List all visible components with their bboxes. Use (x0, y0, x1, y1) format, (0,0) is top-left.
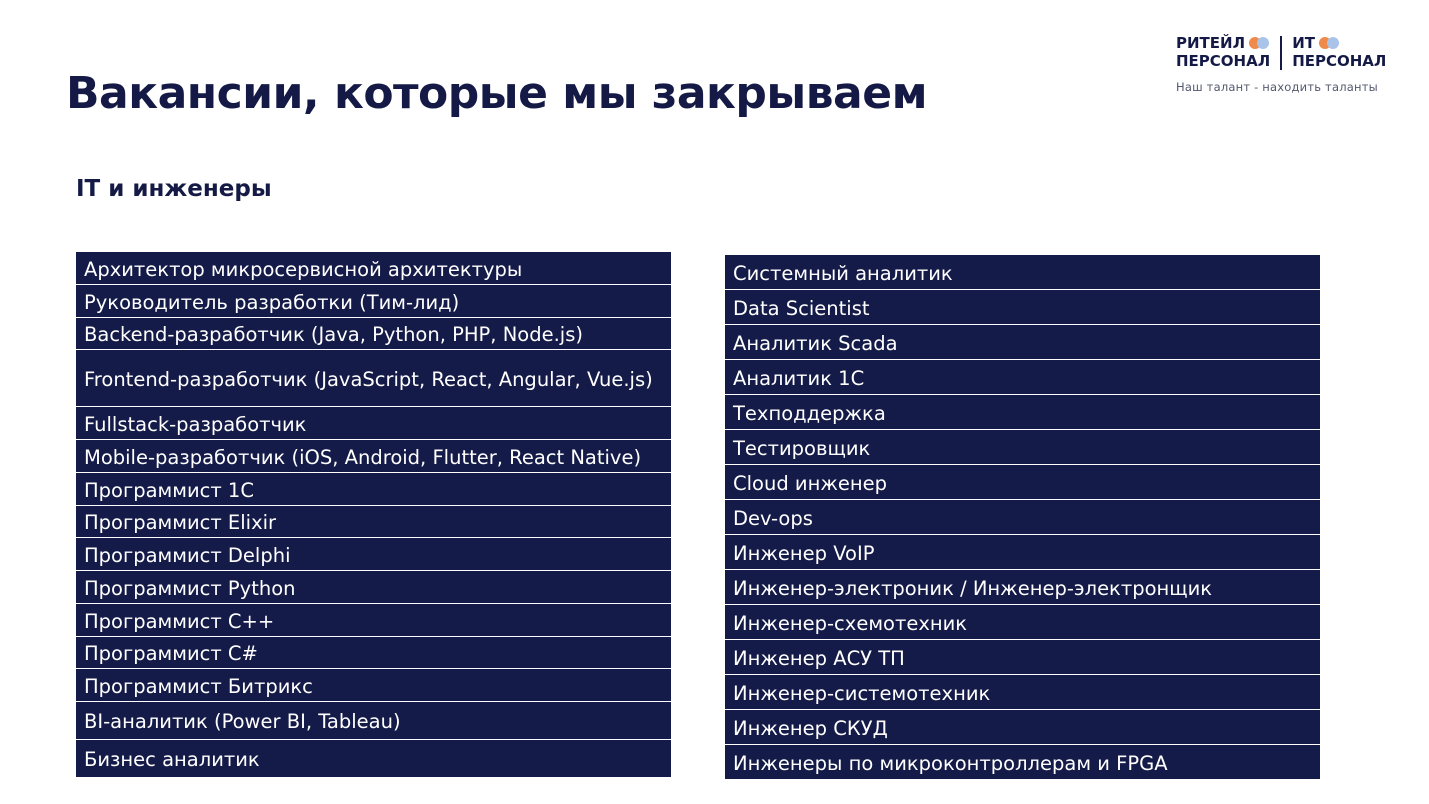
logo-tagline: Наш талант - находить таланты (1176, 80, 1378, 94)
list-item: Программист Битрикс (76, 669, 671, 702)
list-item: Руководитель разработки (Тим-лид) (76, 285, 671, 318)
logo-divider (1280, 36, 1282, 70)
list-item: Инженер-системотехник (725, 675, 1320, 710)
list-item: Техподдержка (725, 395, 1320, 430)
list-item: Fullstack-разработчик (76, 407, 671, 440)
list-item: Архитектор микросервисной архитектуры (76, 252, 671, 285)
section-subtitle: IT и инженеры (76, 176, 272, 202)
logo-it-line2: ПЕРСОНАЛ (1292, 52, 1387, 70)
list-item: Backend-разработчик (Java, Python, PHP, Node.js) (76, 318, 671, 350)
list-item: Бизнес аналитик (76, 740, 671, 778)
list-item: Системный аналитик (725, 255, 1320, 290)
list-item: Тестировщик (725, 430, 1320, 465)
logo-it-line1: ИТ (1292, 34, 1315, 52)
logo-mark (1176, 34, 1388, 70)
list-item: Data Scientist (725, 290, 1320, 325)
list-item: Аналитик Scada (725, 325, 1320, 360)
list-item: Инженер VoIP (725, 535, 1320, 570)
list-item: Frontend-разработчик (JavaScript, React, Angular, Vue.js) (76, 350, 671, 407)
list-item: Программист C++ (76, 604, 671, 637)
vacancy-list-left (76, 251, 671, 778)
list-item: Программист Elixir (76, 506, 671, 538)
list-item: Mobile-разработчик (iOS, Android, Flutter, React Native) (76, 440, 671, 473)
company-logo (1176, 34, 1388, 98)
list-item: Программист 1С (76, 473, 671, 506)
logo-dots-icon (1249, 37, 1269, 49)
logo-it (1292, 34, 1386, 70)
list-item: Инженер-схемотехник (725, 605, 1320, 640)
list-item: Инженер СКУД (725, 710, 1320, 745)
list-item: Программист Python (76, 571, 671, 604)
list-item: Программист Delphi (76, 538, 671, 571)
list-item: Cloud инженер (725, 465, 1320, 500)
list-item: BI-аналитик (Power BI, Tableau) (76, 702, 671, 740)
list-item: Аналитик 1С (725, 360, 1320, 395)
list-item: Программист C# (76, 637, 671, 669)
vacancy-list-right (725, 254, 1320, 780)
list-item: Инженер АСУ ТП (725, 640, 1320, 675)
page-title: Вакансии, которые мы закрываем (66, 68, 928, 119)
logo-retail-line2: ПЕРСОНАЛ (1176, 52, 1271, 70)
logo-dots-icon (1319, 37, 1339, 49)
logo-retail-line1: РИТЕЙЛ (1176, 34, 1246, 52)
logo-retail (1176, 34, 1270, 70)
list-item: Dev-ops (725, 500, 1320, 535)
list-item: Инженер-электроник / Инженер-электронщик (725, 570, 1320, 605)
list-item: Инженеры по микроконтроллерам и FPGA (725, 745, 1320, 780)
